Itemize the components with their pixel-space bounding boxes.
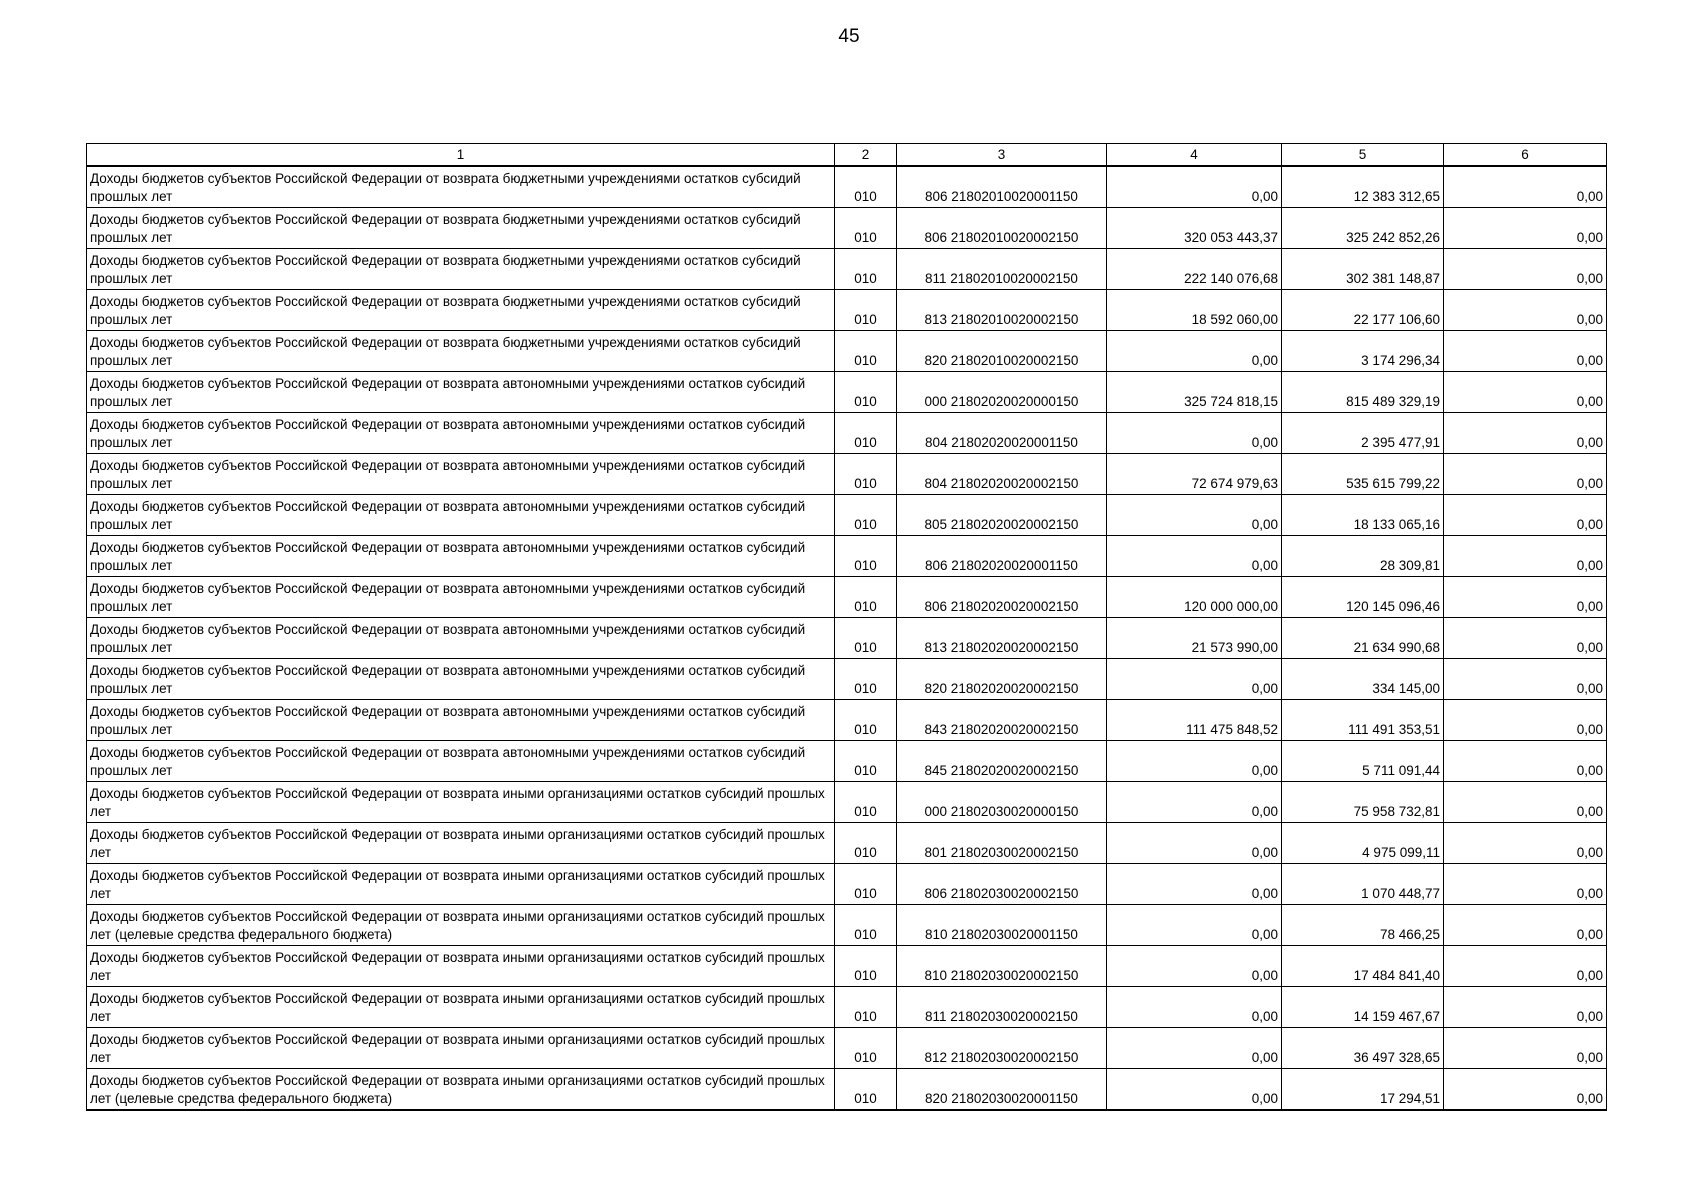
row-value-col6: 0,00: [1444, 249, 1607, 290]
row-budget-code: 810 21802030020002150: [897, 946, 1107, 987]
row-value-col4: 0,00: [1107, 413, 1282, 454]
row-value-col5: 17 484 841,40: [1282, 946, 1444, 987]
row-value-col5: 78 466,25: [1282, 905, 1444, 946]
table-row: [87, 782, 1607, 823]
row-value-col5: 18 133 065,16: [1282, 495, 1444, 536]
row-value-col5: 75 958 732,81: [1282, 782, 1444, 823]
table-row: [87, 208, 1607, 249]
page-number: 45: [838, 26, 860, 47]
row-budget-code: 801 21802030020002150: [897, 823, 1107, 864]
table-row: [87, 249, 1607, 290]
row-budget-code: 806 21802020020001150: [897, 536, 1107, 577]
row-value-col5: 535 615 799,22: [1282, 454, 1444, 495]
row-value-col6: 0,00: [1444, 864, 1607, 905]
row-value-col6: 0,00: [1444, 618, 1607, 659]
row-description: Доходы бюджетов субъектов Российской Федерации от возврата автономными учреждениями остатков субсидий прошлых лет: [87, 577, 835, 618]
row-value-col5: 17 294,51: [1282, 1069, 1444, 1111]
row-value-col5: 111 491 353,51: [1282, 700, 1444, 741]
row-value-col5: 12 383 312,65: [1282, 166, 1444, 208]
row-value-col6: 0,00: [1444, 905, 1607, 946]
row-value-col4: 0,00: [1107, 946, 1282, 987]
table-header-row: [87, 144, 1607, 167]
row-description: Доходы бюджетов субъектов Российской Федерации от возврата автономными учреждениями остатков субсидий прошлых лет: [87, 372, 835, 413]
row-budget-code: 811 21802010020002150: [897, 249, 1107, 290]
row-value-col6: 0,00: [1444, 413, 1607, 454]
row-line-code: 010: [835, 577, 897, 618]
row-value-col4: 72 674 979,63: [1107, 454, 1282, 495]
row-value-col4: 0,00: [1107, 1028, 1282, 1069]
row-budget-code: 806 21802020020002150: [897, 577, 1107, 618]
row-value-col4: 0,00: [1107, 166, 1282, 208]
row-value-col6: 0,00: [1444, 987, 1607, 1028]
row-budget-code: 810 21802030020001150: [897, 905, 1107, 946]
table-row: [87, 413, 1607, 454]
table-row: [87, 454, 1607, 495]
row-line-code: 010: [835, 1028, 897, 1069]
row-description: Доходы бюджетов субъектов Российской Федерации от возврата иными организациями остатков субсидий прошлых лет: [87, 987, 835, 1028]
row-budget-code: 805 21802020020002150: [897, 495, 1107, 536]
table-row: [87, 864, 1607, 905]
row-value-col4: 0,00: [1107, 987, 1282, 1028]
row-description: Доходы бюджетов субъектов Российской Федерации от возврата иными организациями остатков субсидий прошлых лет: [87, 1028, 835, 1069]
column-header: 5: [1282, 144, 1444, 167]
table-row: [87, 823, 1607, 864]
table-row: [87, 741, 1607, 782]
row-value-col6: 0,00: [1444, 290, 1607, 331]
row-description: Доходы бюджетов субъектов Российской Федерации от возврата автономными учреждениями остатков субсидий прошлых лет: [87, 413, 835, 454]
table-row: [87, 372, 1607, 413]
row-value-col5: 120 145 096,46: [1282, 577, 1444, 618]
row-value-col5: 21 634 990,68: [1282, 618, 1444, 659]
row-line-code: 010: [835, 659, 897, 700]
row-description: Доходы бюджетов субъектов Российской Федерации от возврата автономными учреждениями остатков субсидий прошлых лет: [87, 741, 835, 782]
row-value-col5: 4 975 099,11: [1282, 823, 1444, 864]
row-description: Доходы бюджетов субъектов Российской Федерации от возврата автономными учреждениями остатков субсидий прошлых лет: [87, 454, 835, 495]
row-line-code: 010: [835, 987, 897, 1028]
table-row: [87, 290, 1607, 331]
row-line-code: 010: [835, 372, 897, 413]
row-value-col6: 0,00: [1444, 1069, 1607, 1111]
row-value-col5: 22 177 106,60: [1282, 290, 1444, 331]
row-value-col4: 0,00: [1107, 782, 1282, 823]
row-description: Доходы бюджетов субъектов Российской Федерации от возврата автономными учреждениями остатков субсидий прошлых лет: [87, 495, 835, 536]
row-value-col6: 0,00: [1444, 454, 1607, 495]
row-value-col4: 222 140 076,68: [1107, 249, 1282, 290]
table-row: [87, 1028, 1607, 1069]
table-row: [87, 700, 1607, 741]
row-value-col4: 120 000 000,00: [1107, 577, 1282, 618]
row-budget-code: 812 21802030020002150: [897, 1028, 1107, 1069]
row-value-col6: 0,00: [1444, 1028, 1607, 1069]
row-line-code: 010: [835, 1069, 897, 1111]
row-value-col5: 815 489 329,19: [1282, 372, 1444, 413]
row-line-code: 010: [835, 290, 897, 331]
row-value-col6: 0,00: [1444, 536, 1607, 577]
row-budget-code: 813 21802020020002150: [897, 618, 1107, 659]
row-value-col4: 21 573 990,00: [1107, 618, 1282, 659]
row-value-col5: 325 242 852,26: [1282, 208, 1444, 249]
row-value-col4: 0,00: [1107, 864, 1282, 905]
row-line-code: 010: [835, 946, 897, 987]
row-value-col6: 0,00: [1444, 700, 1607, 741]
row-line-code: 010: [835, 741, 897, 782]
row-budget-code: 804 21802020020002150: [897, 454, 1107, 495]
row-budget-code: 820 21802010020002150: [897, 331, 1107, 372]
row-value-col5: 3 174 296,34: [1282, 331, 1444, 372]
table-row: [87, 618, 1607, 659]
row-value-col6: 0,00: [1444, 495, 1607, 536]
row-description: Доходы бюджетов субъектов Российской Федерации от возврата автономными учреждениями остатков субсидий прошлых лет: [87, 618, 835, 659]
table-row: [87, 987, 1607, 1028]
column-header: 1: [87, 144, 835, 167]
row-value-col4: 0,00: [1107, 659, 1282, 700]
row-budget-code: 000 21802020020000150: [897, 372, 1107, 413]
row-budget-code: 806 21802010020001150: [897, 166, 1107, 208]
row-description: Доходы бюджетов субъектов Российской Федерации от возврата бюджетными учреждениями остатков субсидий прошлых лет: [87, 290, 835, 331]
table-row: [87, 577, 1607, 618]
table-row: [87, 1069, 1607, 1111]
row-value-col6: 0,00: [1444, 741, 1607, 782]
row-description: Доходы бюджетов субъектов Российской Федерации от возврата автономными учреждениями остатков субсидий прошлых лет: [87, 536, 835, 577]
row-description: Доходы бюджетов субъектов Российской Федерации от возврата иными организациями остатков субсидий прошлых лет (целевые средства федерального бюджета): [87, 905, 835, 946]
row-line-code: 010: [835, 618, 897, 659]
row-line-code: 010: [835, 782, 897, 823]
row-value-col4: 0,00: [1107, 741, 1282, 782]
row-value-col4: 0,00: [1107, 905, 1282, 946]
column-header: 3: [897, 144, 1107, 167]
row-description: Доходы бюджетов субъектов Российской Федерации от возврата автономными учреждениями остатков субсидий прошлых лет: [87, 700, 835, 741]
row-budget-code: 804 21802020020001150: [897, 413, 1107, 454]
row-budget-code: 820 21802020020002150: [897, 659, 1107, 700]
row-line-code: 010: [835, 495, 897, 536]
table-row: [87, 166, 1607, 208]
row-description: Доходы бюджетов субъектов Российской Федерации от возврата бюджетными учреждениями остатков субсидий прошлых лет: [87, 166, 835, 208]
row-value-col5: 2 395 477,91: [1282, 413, 1444, 454]
row-value-col6: 0,00: [1444, 782, 1607, 823]
row-value-col4: 0,00: [1107, 536, 1282, 577]
row-description: Доходы бюджетов субъектов Российской Федерации от возврата иными организациями остатков субсидий прошлых лет (целевые средства федерального бюджета): [87, 1069, 835, 1111]
row-line-code: 010: [835, 864, 897, 905]
row-value-col4: 0,00: [1107, 823, 1282, 864]
row-value-col4: 0,00: [1107, 331, 1282, 372]
column-header: 6: [1444, 144, 1607, 167]
table-row: [87, 946, 1607, 987]
row-value-col6: 0,00: [1444, 331, 1607, 372]
row-line-code: 010: [835, 413, 897, 454]
table-row: [87, 536, 1607, 577]
row-line-code: 010: [835, 905, 897, 946]
row-value-col4: 0,00: [1107, 495, 1282, 536]
row-description: Доходы бюджетов субъектов Российской Федерации от возврата иными организациями остатков субсидий прошлых лет: [87, 864, 835, 905]
row-line-code: 010: [835, 536, 897, 577]
row-budget-code: 843 21802020020002150: [897, 700, 1107, 741]
column-header: 2: [835, 144, 897, 167]
row-budget-code: 806 21802030020002150: [897, 864, 1107, 905]
row-line-code: 010: [835, 454, 897, 495]
row-value-col5: 1 070 448,77: [1282, 864, 1444, 905]
row-value-col5: 302 381 148,87: [1282, 249, 1444, 290]
row-value-col5: 36 497 328,65: [1282, 1028, 1444, 1069]
row-value-col5: 14 159 467,67: [1282, 987, 1444, 1028]
row-value-col6: 0,00: [1444, 659, 1607, 700]
row-line-code: 010: [835, 331, 897, 372]
row-budget-code: 845 21802020020002150: [897, 741, 1107, 782]
row-description: Доходы бюджетов субъектов Российской Федерации от возврата автономными учреждениями остатков субсидий прошлых лет: [87, 659, 835, 700]
row-description: Доходы бюджетов субъектов Российской Федерации от возврата иными организациями остатков субсидий прошлых лет: [87, 823, 835, 864]
row-value-col6: 0,00: [1444, 823, 1607, 864]
row-value-col6: 0,00: [1444, 946, 1607, 987]
row-value-col4: 325 724 818,15: [1107, 372, 1282, 413]
row-line-code: 010: [835, 823, 897, 864]
report-table: [86, 143, 1607, 1111]
row-budget-code: 811 21802030020002150: [897, 987, 1107, 1028]
table-row: [87, 905, 1607, 946]
row-value-col6: 0,00: [1444, 208, 1607, 249]
row-line-code: 010: [835, 700, 897, 741]
table-row: [87, 331, 1607, 372]
row-description: Доходы бюджетов субъектов Российской Федерации от возврата бюджетными учреждениями остатков субсидий прошлых лет: [87, 208, 835, 249]
row-line-code: 010: [835, 208, 897, 249]
row-value-col5: 334 145,00: [1282, 659, 1444, 700]
row-description: Доходы бюджетов субъектов Российской Федерации от возврата бюджетными учреждениями остатков субсидий прошлых лет: [87, 249, 835, 290]
row-description: Доходы бюджетов субъектов Российской Федерации от возврата бюджетными учреждениями остатков субсидий прошлых лет: [87, 331, 835, 372]
row-description: Доходы бюджетов субъектов Российской Федерации от возврата иными организациями остатков субсидий прошлых лет: [87, 946, 835, 987]
column-header: 4: [1107, 144, 1282, 167]
row-line-code: 010: [835, 166, 897, 208]
row-budget-code: 813 21802010020002150: [897, 290, 1107, 331]
row-value-col6: 0,00: [1444, 372, 1607, 413]
row-value-col5: 28 309,81: [1282, 536, 1444, 577]
row-value-col6: 0,00: [1444, 577, 1607, 618]
row-budget-code: 806 21802010020002150: [897, 208, 1107, 249]
row-value-col4: 111 475 848,52: [1107, 700, 1282, 741]
row-description: Доходы бюджетов субъектов Российской Федерации от возврата иными организациями остатков субсидий прошлых лет: [87, 782, 835, 823]
table-row: [87, 495, 1607, 536]
row-value-col5: 5 711 091,44: [1282, 741, 1444, 782]
row-value-col4: 320 053 443,37: [1107, 208, 1282, 249]
row-value-col4: 18 592 060,00: [1107, 290, 1282, 331]
row-budget-code: 820 21802030020001150: [897, 1069, 1107, 1111]
table-row: [87, 659, 1607, 700]
row-budget-code: 000 21802030020000150: [897, 782, 1107, 823]
row-value-col4: 0,00: [1107, 1069, 1282, 1111]
row-line-code: 010: [835, 249, 897, 290]
row-value-col6: 0,00: [1444, 166, 1607, 208]
